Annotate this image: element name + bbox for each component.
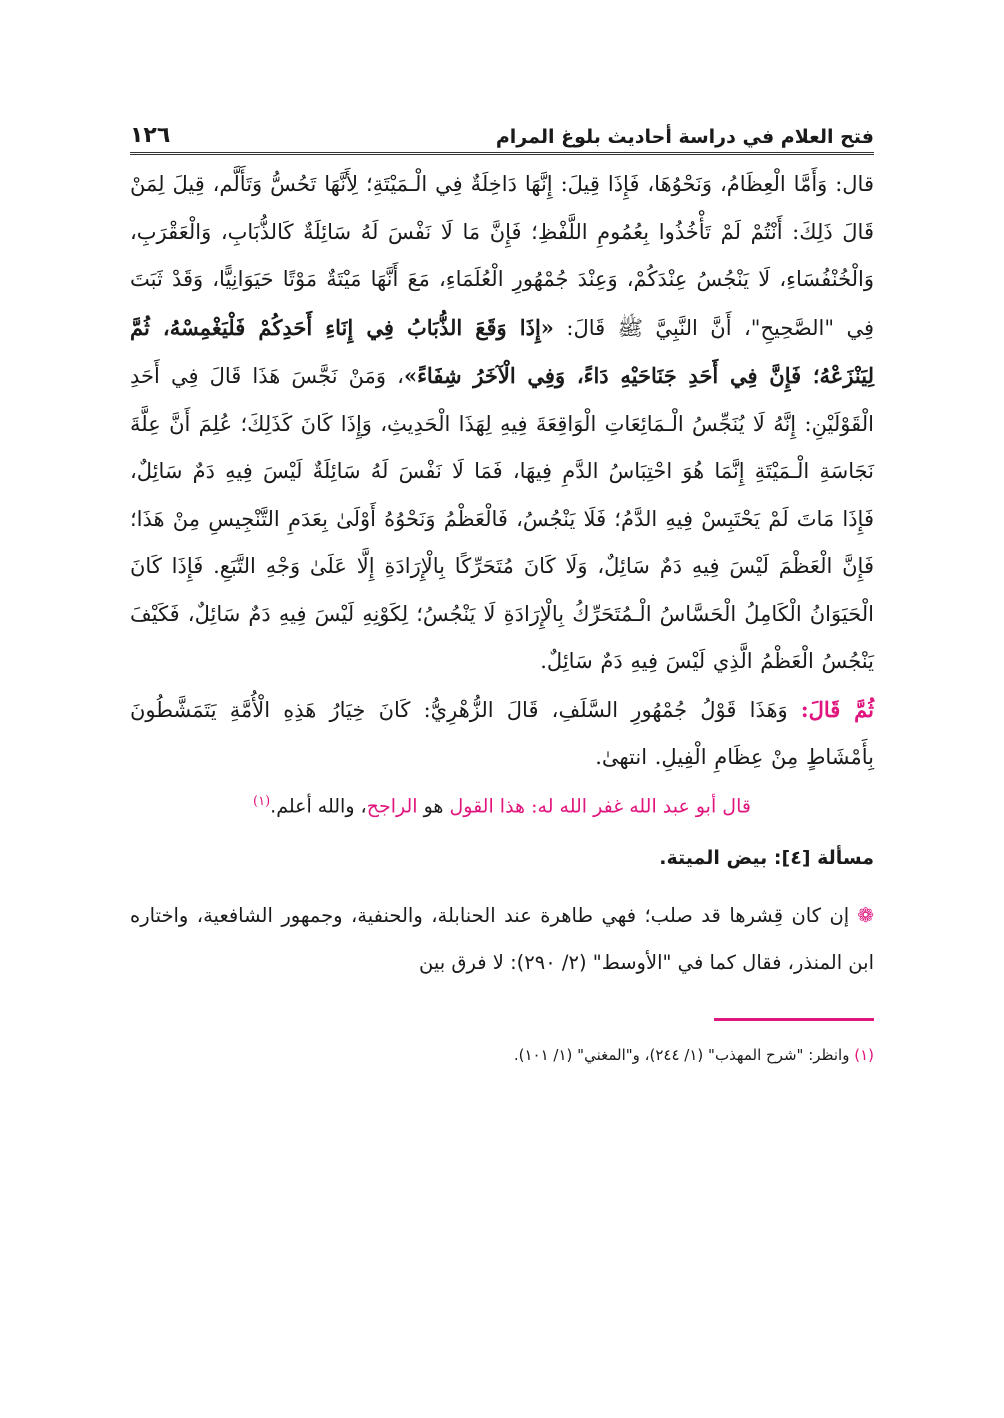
page bbox=[130, 112, 874, 1067]
footnote: (١) وانظر: "شرح المهذب" (١/ ٢٤٤)، و"المغني" (١/ ١٠١). bbox=[513, 1045, 874, 1064]
main-text bbox=[130, 161, 874, 782]
footnote-divider bbox=[714, 1018, 874, 1021]
paragraph-3: ❁إن كان قِشرها قد صلب؛ فهي طاهرة عند الحنابلة، والحنفية، وجمهور الشافعية، واختاره ابن المنذر، فقال كما في "الأوسط" (٢/ ٢٩٠): لا فرق بين bbox=[130, 902, 874, 974]
page-number: ١٢٦ bbox=[130, 123, 171, 148]
paragraph-1: قال: وَأَمَّا الْعِظَامُ، وَنَحْوُهَا، فَإِذَا قِيلَ: إِنَّهَا دَاخِلَةٌ فِي الْـمَيْتَةِ؛ لِأَنَّهَا تَحُسُّ وَتَأَلَّم، قِيلَ لِمَنْ قَالَ ذَلِكَ: أَنْتُمْ لَمْ تَأْخُذُوا بِعُمُومِ اللَّفْظِ؛ فَإِنَّ مَا لَا نَفْسَ لَهُ سَائِلَةٌ كَالذُّبَابِ، وَالْعَقْرَبِ، وَالْخُنْفُسَاءِ، لَا يَنْجُسُ عِنْدَكُمْ، وَعِنْدَ جُمْهُورِ الْعُلَمَاءِ، مَعَ أَنَّهَا مَيْتَةٌ مَوْتًا حَيَوَانِيًّا، وَقَدْ ثَبَتَ فِي "الصَّحِيحِ"، أَنَّ النَّبِيَّ ﷺ قَالَ: «إِذَا وَقَعَ الذُّبَابُ فِي إِنَاءِ أَحَدِكُمْ فَلْيَغْمِسْهُ، ثُمَّ لِيَنْزَعْهُ؛ فَإِنَّ فِي أَحَدِ جَنَاحَيْهِ دَاءً، وَفِي الْآخَرُ شِفَاءً»، وَمَنْ نَجَّسَ هَذَا قَالَ فِي أَحَدِ الْقَوْلَيْنِ: إِنَّهُ لَا يُنَجِّسُ الْـمَائِعَاتِ الْوَاقِعَةَ فِيهِ لِهَذَا الْحَدِيثِ، وَإِذَا كَانَ كَذَلِكَ؛ عُلِمَ أَنَّ عِلَّةَ نَجَاسَةِ الْـمَيْتَةِ إِنَّمَا هُوَ احْتِبَاسُ الدَّمِ فِيهَا، فَمَا لَا نَفْسَ لَهُ سَائِلَةٌ لَيْسَ فِيهِ دَمٌ سَائِلٌ، فَإِذَا مَاتَ لَمْ يَحْتَبِسْ فِيهِ الدَّمُ؛ فَلَا يَنْجُسُ، فَالْعَظْمُ وَنَحْوُهُ أَوْلَىٰ بِعَدَمِ التَّنْجِيسِ مِنْ هَذَا؛ فَإِنَّ الْعَظْمَ لَيْسَ فِيهِ دَمٌ سَائِلٌ، وَلَا كَانَ مُتَحَرِّكًا بِالْإِرَادَةِ إِلَّا عَلَىٰ وَجْهِ التَّبَعِ. فَإِذَا كَانَ الْحَيَوَانُ الْكَامِلُ الْحَسَّاسُ الْـمُتَحَرِّكُ بِالْإِرَادَةِ لَا يَنْجُسُ؛ لِكَوْنِهِ لَيْسَ فِيهِ دَمٌ سَائِلٌ، فَكَيْفَ يَنْجُسُ الْعَظْمُ الَّذِي لَيْسَ فِيهِ دَمٌ سَائِلٌ. bbox=[130, 172, 874, 673]
hadith-quote: «إِذَا وَقَعَ الذُّبَابُ فِي إِنَاءِ أَحَدِكُمْ فَلْيَغْمِسْهُ، ثُمَّ لِيَنْزَعْهُ؛ فَإِنَّ فِي أَحَدِ جَنَاحَيْهِ دَاءً، وَفِي الْآخَرُ شِفَاءً» bbox=[130, 314, 874, 388]
book-title: فتح العلام في دراسة أحاديث بلوغ المرام bbox=[495, 126, 874, 148]
footnote-ref[interactable]: (١) bbox=[253, 793, 271, 809]
page-header bbox=[130, 112, 874, 155]
author-conclusion: قال أبو عبد الله غفر الله له: هذا القول هو الراجح، والله أعلم.$^{(١)}$ bbox=[253, 793, 751, 817]
issue-heading: مسألة [٤]: بيض الميتة. bbox=[659, 846, 874, 869]
paragraph-2: ثُمَّ قَالَ: وَهَذَا قَوْلُ جُمْهُورِ السَّلَفِ، قَالَ الزُّهْرِيُّ: كَانَ خِيَارُ هَذِهِ الْأُمَّةِ يَتَمَشَّطُونَ بِأَمْشَاطٍ مِنْ عِظَامِ الْفِيلِ. انتهىٰ. bbox=[130, 696, 874, 769]
footnote-marker: (١) bbox=[854, 1045, 874, 1064]
flower-icon: ❁ bbox=[857, 902, 874, 927]
author-attribution: قال أبو عبد الله غفر الله له: bbox=[531, 794, 751, 817]
then-said-lead: ثُمَّ قَالَ: bbox=[800, 696, 874, 722]
